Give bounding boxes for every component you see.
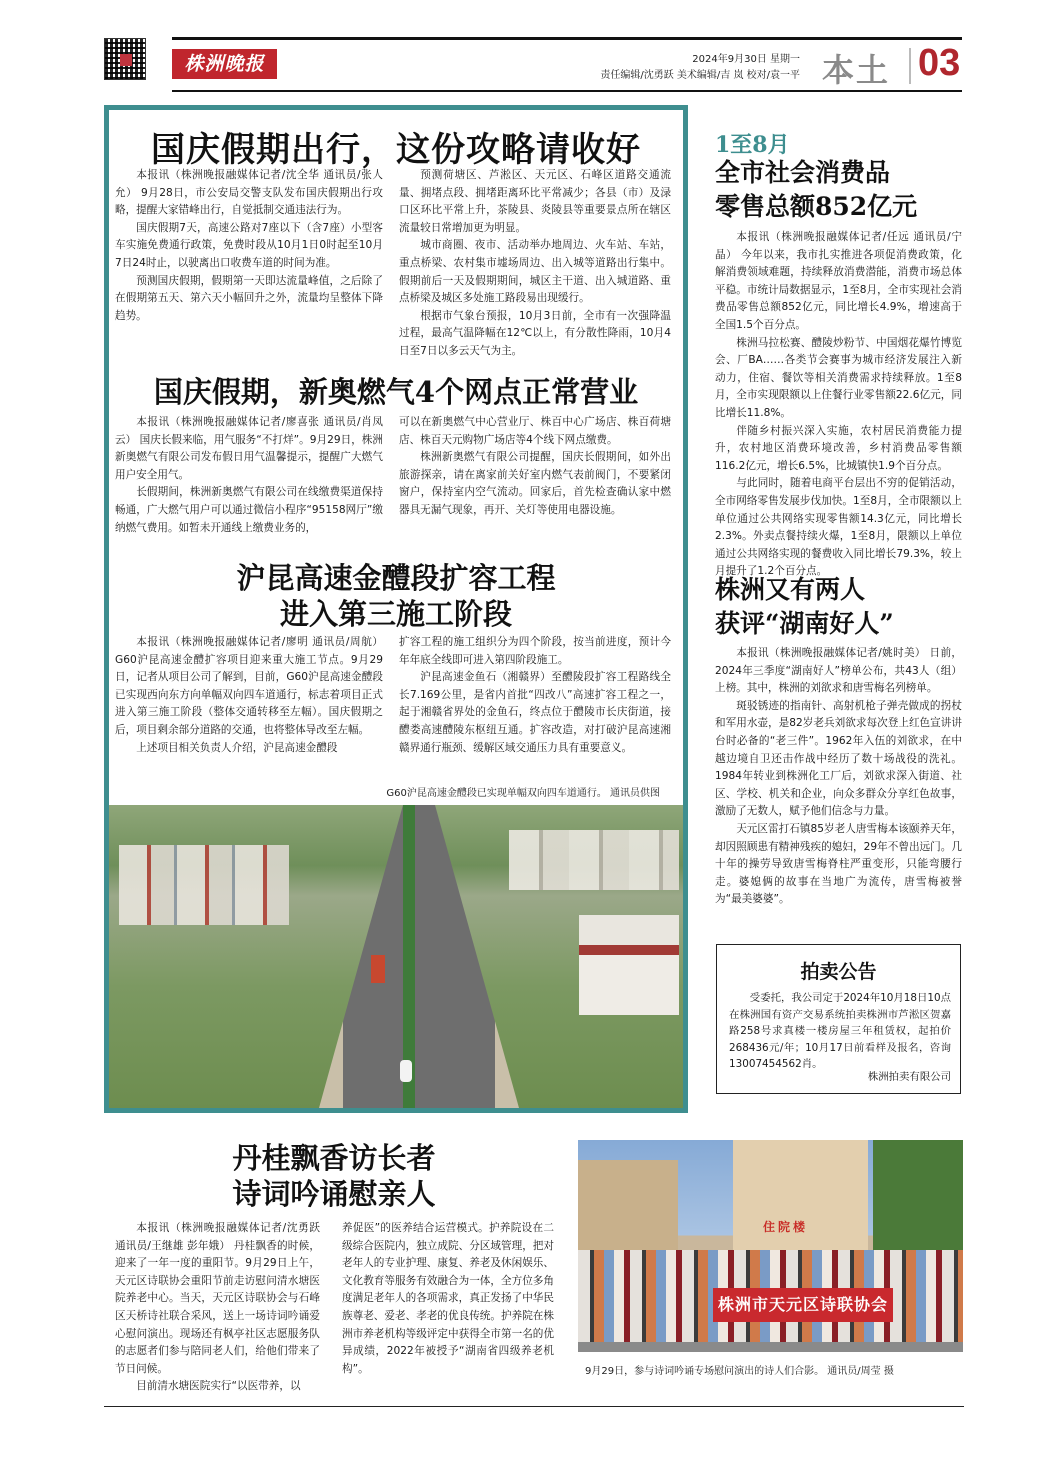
- editors-credit: 责任编辑/沈勇跃 美术编辑/吉 岚 校对/袁一平: [600, 70, 800, 81]
- title-line-1: 全市社会消费品: [715, 158, 891, 187]
- paragraph: 城市商圈、夜市、活动举办地周边、火车站、车站，重点桥梁、农村集市墟场周边、出入城等道路出行集中。假期前后一天及假期期间，城区主干道、出入城道路、重点桥梁及城区多处施工路段易出现缓行。: [399, 239, 671, 305]
- highway-photo-caption: G60沪昆高速金醴段已实现单幅双向四车道通行。 通讯员供图: [386, 788, 660, 799]
- photo-car: [400, 1060, 412, 1082]
- article-gas-col2: [399, 414, 671, 520]
- article-poetry-col2: [342, 1220, 554, 1378]
- auction-notice-title: 拍卖公告: [800, 961, 877, 983]
- photo-building-sign: 住院楼: [763, 1220, 809, 1234]
- paragraph: 本报讯（株洲晚报融媒体记者/沈全华 通讯员/张人允） 9月28日，市公安局交警支队发布国庆假期出行攻略，提醒大家错峰出行，自觉抵制交通违法行为。: [115, 169, 383, 217]
- paragraph: 株洲马拉松赛、醴陵炒粉节、中国烟花爆竹博览会、厂BA……各类节会赛事为城市经济发展注入新动力，住宿、餐饮等相关消费需求持续释放。1至8月，全市实现限额以上住餐行业零售额22.6亿元，同比增长11.8%。: [715, 336, 962, 419]
- title-line-2: 诗词吟诵慰亲人: [232, 1177, 436, 1211]
- photo-truck: [371, 955, 385, 983]
- masthead-rule-bottom: [172, 90, 962, 92]
- article-consumption-title: [715, 156, 965, 224]
- title-line-1: 丹桂飘香访长者: [232, 1141, 436, 1175]
- photo-highway-road: [319, 805, 519, 1108]
- group-photo-caption: 9月29日，参与诗词吟诵专场慰问演出的诗人们合影。 通讯员/周莹 摄: [585, 1366, 894, 1377]
- title-line-2: 进入第三施工阶段: [279, 597, 512, 631]
- page-bottom-rule: [104, 1406, 964, 1407]
- photo-houses-right: [509, 830, 679, 890]
- paragraph: 伴随乡村振兴深入实施，农村居民消费能力提升，农村地区消费环境改善，乡村消费品零售额116.2亿元，增长6.5%，比城镇快1.9个百分点。: [715, 424, 962, 472]
- article-gas-col1: [115, 414, 383, 537]
- paragraph: 本报讯（株洲晚报融媒体记者/任远 通讯员/宁晶） 今年以来，我市扎实推进各项促消费政策，化解消费领域难题，持续释放消费潜能，消费市场总体平稳。市统计局数据显示，1至8月，全市实现社会消费品零售总额852亿元，同比增长4.9%，增速高于全国1.5个百分点。: [715, 231, 962, 331]
- paragraph: 斑驳锈迹的指南针、高射机枪子弹壳做成的拐杖和军用水壶，是82岁老兵刘欲求每次登上红色宣讲讲台时必备的“老三件”。1962年入伍的刘欲求，在中越边境自卫还击作战中经历了数十场战役的洗礼。1984年转业到株洲化工厂后，刘欲求深入街道、社区、学校、机关和企业，向众多群众分享红色故事，激励了无数人，赋予他们信念与力量。: [715, 699, 962, 818]
- paragraph-continued: 养促医”的医养结合运营模式。护养院设在二级综合医院内，独立成院、分区域管理，把对老年人的专业护理、康复、养老及休闲娱乐、文化教育等服务有效融合为一体，全方位多角度满足老年人的各项需求，真正发扬了中华民族尊老、爱老、孝老的优良传统。护养院在株洲市养老机构等级评定中获得全市第一名的优异成绩，2022年被授予“湖南省四级养老机构”。: [342, 1222, 554, 1375]
- article-highway-col1: [115, 634, 383, 757]
- article-poetry-col1: [115, 1220, 320, 1396]
- issue-date: 2024年9月30日 星期一: [692, 54, 800, 65]
- auction-notice-signature: 株洲拍卖有限公司: [867, 1071, 951, 1083]
- paragraph: 上述项目相关负责人介绍，沪昆高速金醴段: [136, 741, 338, 754]
- article-good-people-title: [715, 573, 965, 641]
- photo-trees: [873, 1140, 963, 1250]
- auction-notice-body: [729, 990, 951, 1073]
- article-travel-title: 国庆假期出行，这份攻略请收好: [151, 130, 641, 170]
- paragraph: 预测国庆假期，假期第一天即达流量峰值，之后除了在假期第五天、第六天小幅回升之外，流量均呈整体下降趋势。: [115, 274, 383, 322]
- paragraph: 本报讯（株洲晚报融媒体记者/沈勇跃 通讯员/王继雄 彭年娥） 丹桂飘香的时候，迎来了一年一度的重阳节。9月29日上午，天元区诗联协会重阳节前走访慰问清水塘医院养老中心。当天，天元区诗联协会与石峰区天桥诗社联合采风，送上一场诗词吟诵爱心慰问演出。现场还有枫亭社区志愿服务队的志愿者们参与陪同老人们，给他们带来了节日问候。: [115, 1222, 320, 1375]
- paragraph: 本报讯（株洲晚报融媒体记者/廖喜张 通讯员/肖凤云） 国庆长假来临，用气服务“不打烊”。9月29日，株洲新奥燃气有限公司发布假日用气温馨提示，提醒广大燃气用户安全用气。: [115, 416, 383, 481]
- photo-banner: 株洲市天元区诗联协会: [713, 1288, 893, 1322]
- title-line-1: 沪昆高速金醴段扩容工程: [236, 561, 556, 595]
- page-number: 03: [918, 42, 961, 84]
- newspaper-logo: 株洲晚报: [172, 49, 277, 79]
- article-travel-col2: [399, 167, 671, 361]
- article-gas-title: 国庆假期，新奥燃气4个网点正常营业: [153, 375, 639, 409]
- paragraph: 受委托，我公司定于2024年10月18日10点在株洲国有资产交易系统拍卖株洲市芦淞区贺嘉路258号求真楼一楼房屋三年租赁权，起拍价268436元/年；10月17日前看样及报名，咨询13007454562肖。: [729, 992, 951, 1070]
- paragraph: 沪昆高速金鱼石（湘赣界）至醴陵段扩容工程路线全长7.169公里，是省内首批“四改八”高速扩容工程之一，起于湘赣省界处的金鱼石，终点位于醴陵市长庆街道，接醴娄高速醴陵东枢纽互通。扩容改造，对打破沪昆高速湘赣界通行瓶颈、缓解区域交通压力具有重要意义。: [399, 671, 671, 754]
- article-poetry-title: [104, 1140, 564, 1212]
- article-good-people-body: [715, 645, 962, 909]
- paragraph: 本报讯（株洲晚报融媒体记者/廖明 通讯员/周航） G60沪昆高速金醴扩容项目迎来重大施工节点。9月29日，记者从项目公司了解到，目前，G60沪昆高速金醴段已实现西向东方向单幅双向四车道通行，标志着项目正式进入第三施工阶段（整体交通转移至左幅）。国庆假期之后，项目剩余部分道路的交通，也将整体导改至左幅。: [115, 636, 383, 736]
- paragraph: 长假期间，株洲新奥燃气有限公司在线缴费渠道保持畅通，广大燃气用户可以通过微信小程序“95158网厅”缴纳燃气费用。如暂未开通线上缴费业务的，: [115, 486, 383, 534]
- paragraph-continued: 可以在新奥燃气中心营业厅、株百中心广场店、株百荷塘店、株百天元购物广场店等4个线下网点缴费。: [399, 416, 671, 446]
- paragraph-continued: 扩容工程的施工组织分为四个阶段，按当前进度，预计今年年底全线即可进入第四阶段施工。: [399, 636, 671, 666]
- title-line-2: 获评“湖南好人”: [715, 609, 894, 638]
- paragraph: 目前清水塘医院实行“以医带养，以: [136, 1380, 301, 1393]
- group-photo: [578, 1140, 963, 1352]
- section-divider: [909, 48, 911, 84]
- qr-code-icon: [104, 38, 146, 80]
- paragraph: 国庆假期7天，高速公路对7座以下（含7座）小型客车实施免费通行政策，免费时段从10月1日0时起至10月7日24时止，以驶离出口收费车道的时间为准。: [115, 221, 383, 269]
- article-highway-title: [112, 560, 680, 632]
- masthead-rule-top: [172, 37, 962, 40]
- title-line-2: 零售总额852亿元: [715, 192, 918, 221]
- article-consumption-body: [715, 229, 962, 581]
- article-highway-col2: [399, 634, 671, 757]
- paragraph: 与此同时，随着电商平台层出不穷的促销活动，全市网络零售发展步伐加快。1至8月，全市限额以上单位通过公共网络实现零售额14.3亿元，同比增长2.3%。外卖点餐持续火爆，1至8月，限额以上单位通过公共网络实现的餐费收入同比增长79.3%，较上月提升了1.2个百分点。: [715, 477, 962, 578]
- article-travel-col1: [115, 167, 383, 325]
- paragraph: 根据市气象台预报，10月3日前，全市有一次强降温过程，最高气温降幅在12℃以上，有分散性降雨，10月4日至7日以多云天气为主。: [399, 309, 671, 357]
- photo-ground: [578, 1342, 963, 1352]
- paragraph: 预测荷塘区、芦淞区、天元区、石峰区道路交通流量、拥堵点段、拥堵距离环比平常减少；各县（市）及渌口区环比平常上升，茶陵县、炎陵县等重要景点所在辖区流量较日常增加更为明显。: [399, 169, 671, 234]
- title-line-1: 株洲又有两人: [715, 575, 866, 604]
- highway-photo: [109, 805, 683, 1108]
- photo-house-red-roof: [579, 915, 679, 1015]
- paragraph: 天元区雷打石镇85岁老人唐雪梅本该颐养天年，却因照顾患有精神残疾的媳妇，29年不曾出远门。几十年的操劳导致唐雪梅脊柱严重变形，只能弯腰行走。婆媳俩的故事在当地广为流传，唐雪梅被誉为“最美婆婆”。: [715, 822, 962, 906]
- article-consumption-kicker: 1至8月: [715, 132, 790, 158]
- paragraph: 本报讯（株洲晚报融媒体记者/姚时美） 日前，2024年三季度“湖南好人”榜单公布，共43人（组）上榜。其中，株洲的刘欲求和唐雪梅名列榜单。: [715, 647, 962, 695]
- paragraph: 株洲新奥燃气有限公司提醒，国庆长假期间，如外出旅游探亲，请在离家前关好室内燃气表前阀门，不要紧闭窗户，保持室内空气流动。回家后，首先检查确认家中燃器具无漏气现象，再开、关灯等使用电器设施。: [399, 451, 671, 516]
- section-name: 本土: [822, 51, 891, 89]
- photo-houses-left: [119, 845, 289, 925]
